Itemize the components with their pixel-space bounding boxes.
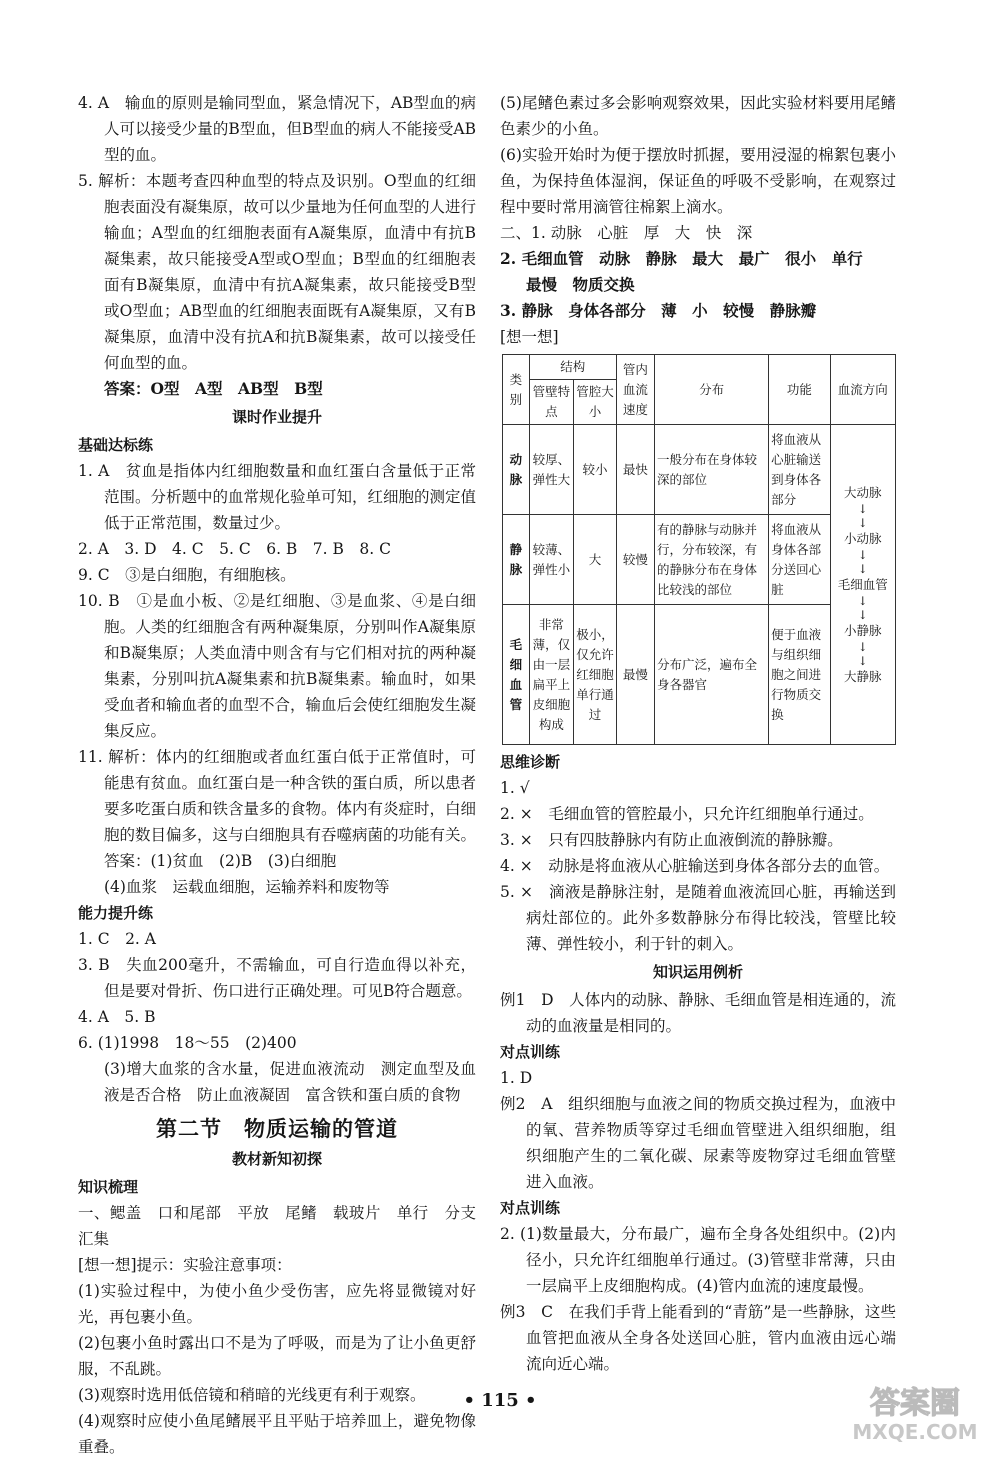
diag-5: 5. × 滴液是静脉注射，是随着血液流回心脏，再输送到病灶部位的。此外多数静脉分布得比较浅，管壁比较薄、弹性较小，利于针的刺入。 [500, 883, 896, 953]
row-artery-dist: 一般分布在身体较深的部位 [655, 425, 769, 515]
think-tip: [想一想]提示：实验注意事项： [78, 1256, 292, 1274]
th-direction: 血流方向 [830, 355, 895, 425]
tip-6: (6)实验开始时为便于摆放时抓握，要用浸湿的棉絮包裹小鱼，为保持鱼体湿润，保证鱼的呼吸不受影响，在观察过程中要时常用滴管往棉絮上滴水。 [500, 146, 896, 216]
tip-1: (1)实验过程中，为使小鱼少受伤害，应先将显微镜对好光，再包裹小鱼。 [78, 1282, 476, 1326]
heading-knowledge: 知识梳理 [78, 1178, 139, 1196]
answer-b11-key2: (4)血浆 运载血细胞，运输养料和废物等 [104, 878, 390, 896]
flow-direction [830, 425, 895, 745]
knowledge-2-2a: 2. 毛细血管 动脉 静脉 最大 最广 很小 单行 [500, 249, 863, 268]
answer-b11: 11. 解析：体内的红细胞或者血红蛋白低于正常值时，可能患有贫血。血红蛋白是一种含铁的蛋白质，所以患者要多吃蛋白质和铁含量多的食物。体内有炎症时，白细胞的数目偏多，这与白细胞具有吞噬病菌的功能有关。 [78, 748, 477, 844]
flow-3: 毛细血管 [837, 576, 888, 592]
watermark-line1: 答案圈 [870, 1386, 960, 1421]
answer-a3: 3. B 失血200毫升，不需输血，可自行造血得以补充，但是要对骨折、伤口进行正确处理。可见B符合题意。 [78, 956, 476, 1000]
train-2: 2. (1)数量最大，分布最广，遍布全身各处组织中。(2)内径小，只允许红细胞单行通过。(3)管壁非常薄，只由一层扁平上皮细胞构成。(4)管内血流的速度最慢。 [500, 1225, 896, 1295]
flow-arrow-2b: ↓ [857, 561, 868, 576]
heading-basic: 基础达标练 [78, 436, 154, 454]
flow-arrow-3b: ↓ [857, 607, 868, 622]
row-vein-speed: 较慢 [616, 515, 654, 605]
row-artery-func: 将血液从心脏输送到身体各部分 [769, 425, 830, 515]
tip-3: (3)观察时选用低倍镜和稍暗的光线更有利于观察。 [78, 1386, 426, 1404]
row-capillary-dist: 分布广泛，遍布全身各器官 [655, 605, 769, 745]
th-lumen: 管腔大小 [574, 380, 617, 425]
knowledge-2-1: 二、1. 动脉 心脏 厚 大 快 深 [500, 224, 753, 242]
think-label: [想一想] [500, 328, 559, 346]
th-speed: 管内血流速度 [616, 355, 654, 425]
answer-q5: 5. 解析：本题考查四种血型的特点及识别。O型血的红细胞表面没有凝集原，故可以少量地为任何血型的人进行输血；A型血的红细胞表面有A凝集原，血清中有抗B凝集素，故只能接受A型或O型血；B型血的红细胞表面有B凝集原，血清中有抗A凝集素，故只能接受B型或O型血；AB型血的红细胞表面既有A凝集原，又有B凝集原，血清中没有抗A和抗B凝集素，故可以接受任何血型的血。 [78, 172, 477, 372]
diag-3: 3. × 只有四肢静脉内有防止血液倒流的静脉瓣。 [500, 831, 843, 849]
heading-homework: 课时作业提升 [231, 408, 322, 426]
blood-vessel-table [502, 354, 896, 745]
flow-arrow-2: ↓ [857, 547, 868, 562]
example-3: 例3 C 在我们手背上能看到的“青筋”是一些静脉，这些血管把血液从全身各处送回心脏，管内血液由远心端流向近心端。 [500, 1303, 896, 1373]
heading-new: 教材新知初探 [231, 1150, 322, 1168]
heading-ability: 能力提升练 [78, 904, 154, 922]
watermark-logo-icon [840, 1377, 990, 1447]
page-number: • 115 • [463, 1390, 537, 1411]
th-wall: 管壁特点 [529, 380, 574, 425]
answer-b2-8: 2. A 3. D 4. C 5. C 6. B 7. B 8. C [78, 540, 391, 558]
right-column [500, 90, 896, 1377]
train-1: 1. D [500, 1069, 533, 1087]
left-column [78, 90, 492, 1460]
row-artery-wall: 较厚、弹性大 [529, 425, 574, 515]
th-type: 类别 [503, 355, 530, 425]
answer-b1: 1. A 贫血是指体内红细胞数量和血红蛋白含量低于正常范围。分析题中的血常规化验单可知，红细胞的测定值低于正常范围，数量过少。 [78, 462, 477, 532]
answer-b11-key1: 答案：(1)贫血 (2)B (3)白细胞 [104, 852, 337, 870]
row-vein-lumen: 大 [574, 515, 617, 605]
answer-a6-1: 6. (1)1998 18～55 (2)400 [78, 1034, 297, 1052]
heading-train-1: 对点训练 [500, 1043, 561, 1061]
row-capillary-lumen: 极小，仅允许红细胞单行通过 [574, 605, 617, 745]
knowledge-2-3: 3. 静脉 身体各部分 薄 小 较慢 静脉瓣 [500, 301, 817, 320]
knowledge-1: 一、鳃盖 口和尾部 平放 尾鳍 载玻片 单行 分支 汇集 [78, 1204, 492, 1248]
section-title: 第二节 物质运输的管道 [156, 1116, 398, 1141]
knowledge-2-2b: 最慢 物质交换 [526, 275, 635, 294]
heading-apply: 知识运用例析 [652, 963, 743, 981]
answer-b10: 10. B ①是血小板、②是红细胞、③是血浆、④是白细胞。人类的红细胞含有两种凝集原，分别叫作A凝集原和B凝集原；人类血清中则含有与它们相对抗的两种凝集素，分别叫抗A凝集素和抗B凝集素。输血时，如果受血者和输血者的血型不合，输血后会使红细胞发生凝集反应。 [78, 592, 477, 740]
diag-1: 1. √ [500, 779, 530, 797]
row-capillary-speed: 最慢 [616, 605, 654, 745]
answer-a4-5: 4. A 5. B [78, 1008, 156, 1026]
th-function: 功能 [769, 355, 830, 425]
flow-arrow-1: ↓ [857, 501, 868, 516]
th-distribution: 分布 [655, 355, 769, 425]
flow-arrow-4: ↓ [857, 639, 868, 654]
row-vein-dist: 有的静脉与动脉并行，分布较深，有的静脉分布在身体比较浅的部位 [655, 515, 769, 605]
answer-a1-2: 1. C 2. A [78, 930, 156, 948]
flow-2: 小动脉 [844, 530, 882, 546]
diag-2: 2. × 毛细血管的管腔最小，只允许红细胞单行通过。 [500, 805, 874, 823]
tip-4: (4)观察时应使小鱼尾鳍展平且平贴于培养皿上，避免物像重叠。 [78, 1412, 476, 1456]
flow-arrow-1b: ↓ [857, 515, 868, 530]
answer-q4: 4. A 输血的原则是输同型血，紧急情况下，AB型血的病人可以接受少量的B型血，但B型血的病人不能接受AB型的血。 [78, 94, 476, 164]
row-artery-lumen: 较小 [574, 425, 617, 515]
heading-diagnosis: 思维诊断 [500, 753, 561, 771]
flow-arrow-4b: ↓ [857, 653, 868, 668]
answer-a6-2: (3)增大血浆的含水量，促进血液流动 测定血型及血液是否合格 防止血液凝固 富含铁和蛋白质的食物 [104, 1060, 476, 1104]
watermark-logo [840, 1377, 990, 1447]
example-2: 例2 A 组织细胞与血液之间的物质交换过程为，血液中的氧、营养物质等穿过毛细血管壁进入组织细胞，组织细胞产生的二氧化碳、尿素等废物穿过毛细血管壁进入血液。 [500, 1095, 896, 1191]
diag-4: 4. × 动脉是将血液从心脏输送到身体各部分去的血管。 [500, 857, 890, 875]
row-vein-wall: 较薄、弹性小 [529, 515, 574, 605]
row-capillary-wall: 非常薄，仅由一层扁平上皮细胞构成 [529, 605, 574, 745]
row-artery-speed: 最快 [616, 425, 654, 515]
row-vein-func: 将血液从身体各部分送回心脏 [769, 515, 830, 605]
tip-5: (5)尾鳍色素过多会影响观察效果，因此实验材料要用尾鳍色素少的小鱼。 [500, 94, 896, 138]
th-structure: 结构 [529, 355, 616, 380]
row-artery-name: 动脉 [503, 425, 530, 515]
answer-q5-key: 答案：O型 A型 AB型 B型 [104, 379, 323, 398]
tip-2: (2)包裹小鱼时露出口不是为了呼吸，而是为了让小鱼更舒服，不乱跳。 [78, 1334, 476, 1378]
heading-train-2: 对点训练 [500, 1199, 561, 1217]
example-1: 例1 D 人体内的动脉、静脉、毛细血管是相连通的，流动的血液量是相同的。 [500, 991, 896, 1035]
flow-1: 大动脉 [844, 484, 882, 500]
flow-5: 大静脉 [844, 668, 882, 684]
row-capillary-name: 毛细血管 [503, 605, 530, 745]
watermark-line2: MXQE.COM [852, 1420, 978, 1444]
row-capillary-func: 便于血液与组织细胞之间进行物质交换 [769, 605, 830, 745]
flow-arrow-3: ↓ [857, 593, 868, 608]
flow-4: 小静脉 [844, 622, 882, 638]
answer-b9: 9. C ③是白细胞，有细胞核。 [78, 566, 296, 584]
row-vein-name: 静脉 [503, 515, 530, 605]
